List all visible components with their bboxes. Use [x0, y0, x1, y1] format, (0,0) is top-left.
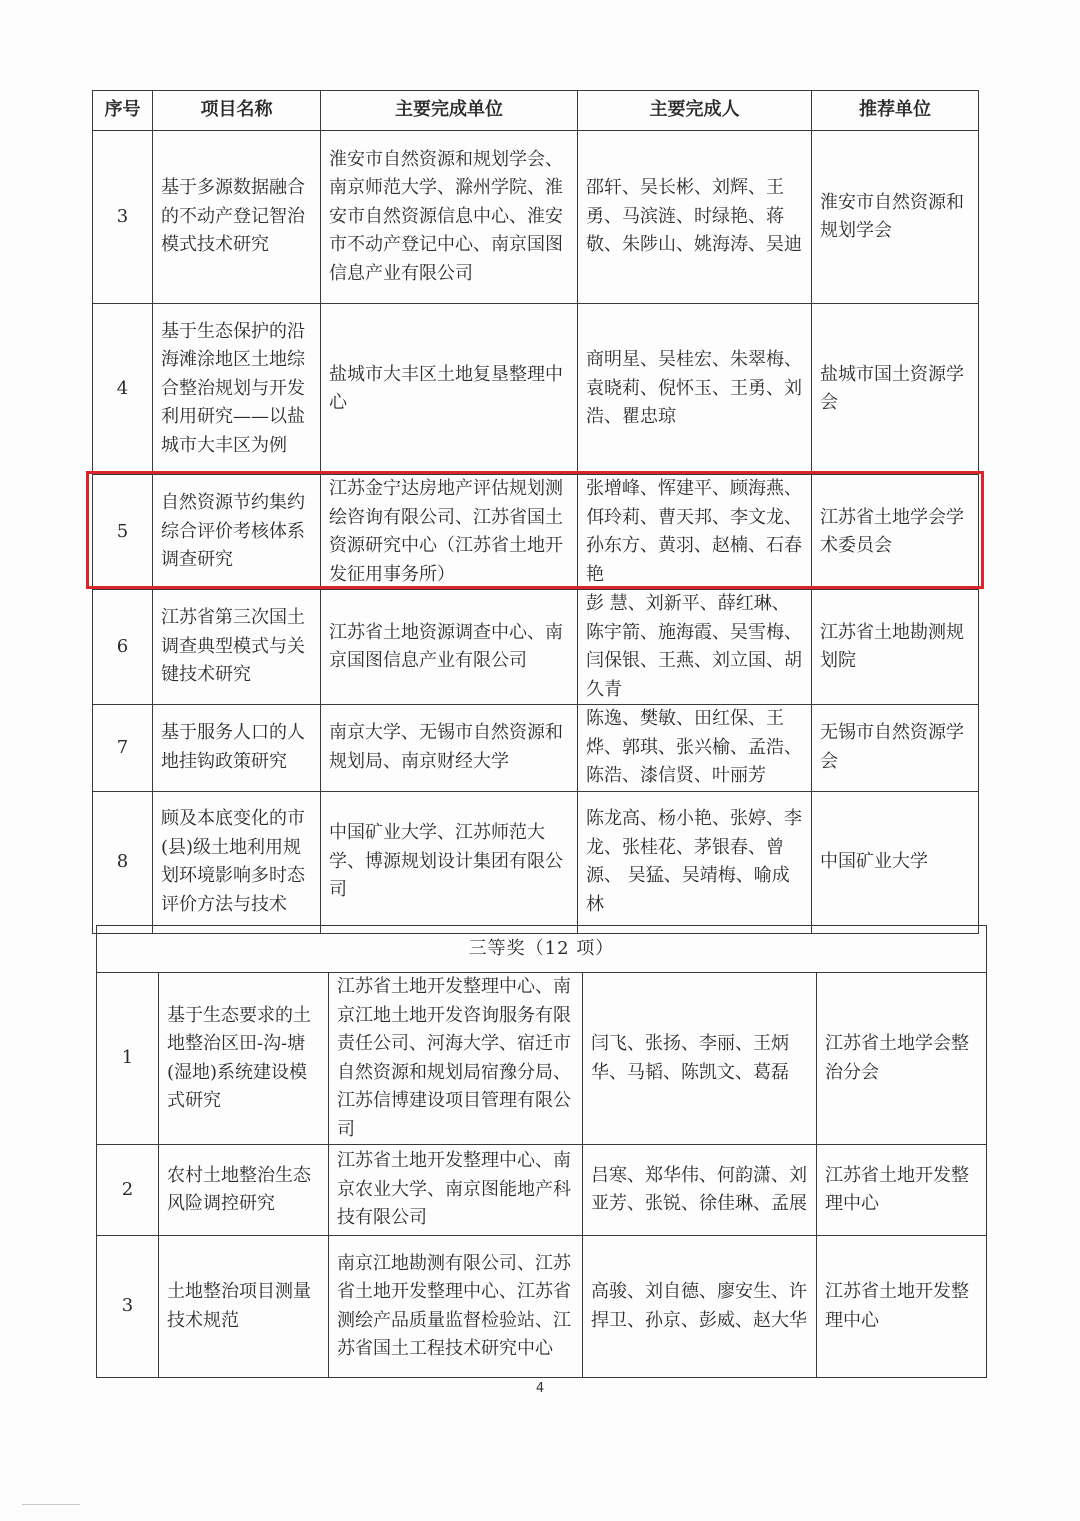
third-prize-table	[96, 925, 987, 1378]
row-seq: 2	[97, 1145, 159, 1236]
scan-mark	[22, 1504, 80, 1505]
row-recommender: 江苏省土地开发整理中心	[817, 1236, 987, 1378]
table-row	[93, 304, 979, 475]
row-main-unit: 江苏省土地资源调查中心、南京国图信息产业有限公司	[321, 590, 578, 705]
table-row	[97, 973, 987, 1145]
section-title-row	[97, 926, 987, 973]
row-main-people: 彭 慧、刘新平、薛红琳、陈宇箭、施海霞、吴雪梅、闫保银、王燕、刘立国、胡久青	[578, 590, 812, 705]
row-seq: 6	[93, 590, 153, 705]
row-project-name: 基于多源数据融合的不动产登记智治模式技术研究	[153, 131, 321, 304]
table-row	[93, 131, 979, 304]
row-main-unit: 南京大学、无锡市自然资源和规划局、南京财经大学	[321, 705, 578, 792]
row-recommender: 江苏省土地勘测规划院	[812, 590, 979, 705]
row-main-people: 张增峰、恽建平、顾海燕、佴玲莉、曹天邦、李文龙、孙东方、黄羽、赵楠、石春艳	[578, 475, 812, 590]
table-row	[93, 791, 979, 933]
header-seq: 序号	[93, 91, 153, 131]
row-recommender: 淮安市自然资源和规划学会	[812, 131, 979, 304]
row-seq: 7	[93, 705, 153, 792]
row-main-people: 商明星、吴桂宏、朱翠梅、袁晓莉、倪怀玉、王勇、刘浩、瞿忠琼	[578, 304, 812, 475]
page-number: 4	[535, 1381, 545, 1396]
row-main-unit: 江苏金宁达房地产评估规划测绘咨询有限公司、江苏省国土资源研究中心（江苏省土地开发征用事务所）	[321, 475, 578, 590]
row-project-name: 基于生态保护的沿海滩涂地区土地综合整治规划与开发利用研究——以盐城市大丰区为例	[153, 304, 321, 475]
table-header-row	[93, 91, 979, 131]
row-main-unit: 江苏省土地开发整理中心、南京江地土地开发咨询服务有限责任公司、河海大学、宿迁市自然资源和规划局宿豫分局、江苏信博建设项目管理有限公司	[329, 973, 583, 1145]
row-project-name: 基于生态要求的土地整治区田-沟-塘(湿地)系统建设模式研究	[159, 973, 329, 1145]
second-prize-table	[92, 90, 979, 934]
row-recommender: 江苏省土地开发整理中心	[817, 1145, 987, 1236]
table-row	[93, 705, 979, 792]
row-recommender: 中国矿业大学	[812, 791, 979, 933]
row-recommender: 盐城市国土资源学会	[812, 304, 979, 475]
row-main-unit: 南京江地勘测有限公司、江苏省土地开发整理中心、江苏省测绘产品质量监督检验站、江苏省国土工程技术研究中心	[329, 1236, 583, 1378]
row-main-people: 高骏、刘自德、廖安生、许捍卫、孙京、彭威、赵大华	[583, 1236, 817, 1378]
table-row	[97, 1145, 987, 1236]
row-seq: 1	[97, 973, 159, 1145]
row-seq: 3	[93, 131, 153, 304]
table-row-highlighted	[93, 475, 979, 590]
row-project-name: 农村土地整治生态风险调控研究	[159, 1145, 329, 1236]
row-project-name: 土地整治项目测量技术规范	[159, 1236, 329, 1378]
row-recommender: 江苏省土地学会学术委员会	[812, 475, 979, 590]
header-main-people: 主要完成人	[578, 91, 812, 131]
header-main-unit: 主要完成单位	[321, 91, 578, 131]
header-project-name: 项目名称	[153, 91, 321, 131]
row-main-people: 邵轩、吴长彬、刘辉、王勇、马滨涟、时绿艳、蒋敬、朱陟山、姚海涛、吴迪	[578, 131, 812, 304]
row-main-people: 陈龙高、杨小艳、张婷、李龙、张桂花、茅银春、曾源、 吴猛、吴靖梅、喻成林	[578, 791, 812, 933]
row-main-people: 陈逸、樊敏、田红保、王烨、郭琪、张兴榆、孟浩、陈浩、漆信贤、叶丽芳	[578, 705, 812, 792]
row-project-name: 江苏省第三次国土调查典型模式与关键技术研究	[153, 590, 321, 705]
row-main-people: 吕寒、郑华伟、何韵潇、刘亚芳、张锐、徐佳琳、孟展	[583, 1145, 817, 1236]
row-project-name: 自然资源节约集约综合评价考核体系调查研究	[153, 475, 321, 590]
table-row	[97, 1236, 987, 1378]
row-seq: 4	[93, 304, 153, 475]
header-recommender: 推荐单位	[812, 91, 979, 131]
row-seq: 8	[93, 791, 153, 933]
row-seq: 3	[97, 1236, 159, 1378]
table-row	[93, 590, 979, 705]
row-recommender: 江苏省土地学会整治分会	[817, 973, 987, 1145]
row-main-unit: 淮安市自然资源和规划学会、南京师范大学、滁州学院、淮安市自然资源信息中心、淮安市不动产登记中心、南京国图信息产业有限公司	[321, 131, 578, 304]
row-main-unit: 中国矿业大学、江苏师范大学、博源规划设计集团有限公司	[321, 791, 578, 933]
row-recommender: 无锡市自然资源学会	[812, 705, 979, 792]
row-main-unit: 盐城市大丰区土地复垦整理中心	[321, 304, 578, 475]
row-main-people: 闫飞、张扬、李丽、王炳华、马韬、陈凯文、葛磊	[583, 973, 817, 1145]
row-seq: 5	[93, 475, 153, 590]
row-main-unit: 江苏省土地开发整理中心、南京农业大学、南京图能地产科技有限公司	[329, 1145, 583, 1236]
row-project-name: 顾及本底变化的市(县)级土地利用规划环境影响多时态评价方法与技术	[153, 791, 321, 933]
third-prize-title: 三等奖（12 项）	[97, 926, 987, 973]
row-project-name: 基于服务人口的人地挂钩政策研究	[153, 705, 321, 792]
